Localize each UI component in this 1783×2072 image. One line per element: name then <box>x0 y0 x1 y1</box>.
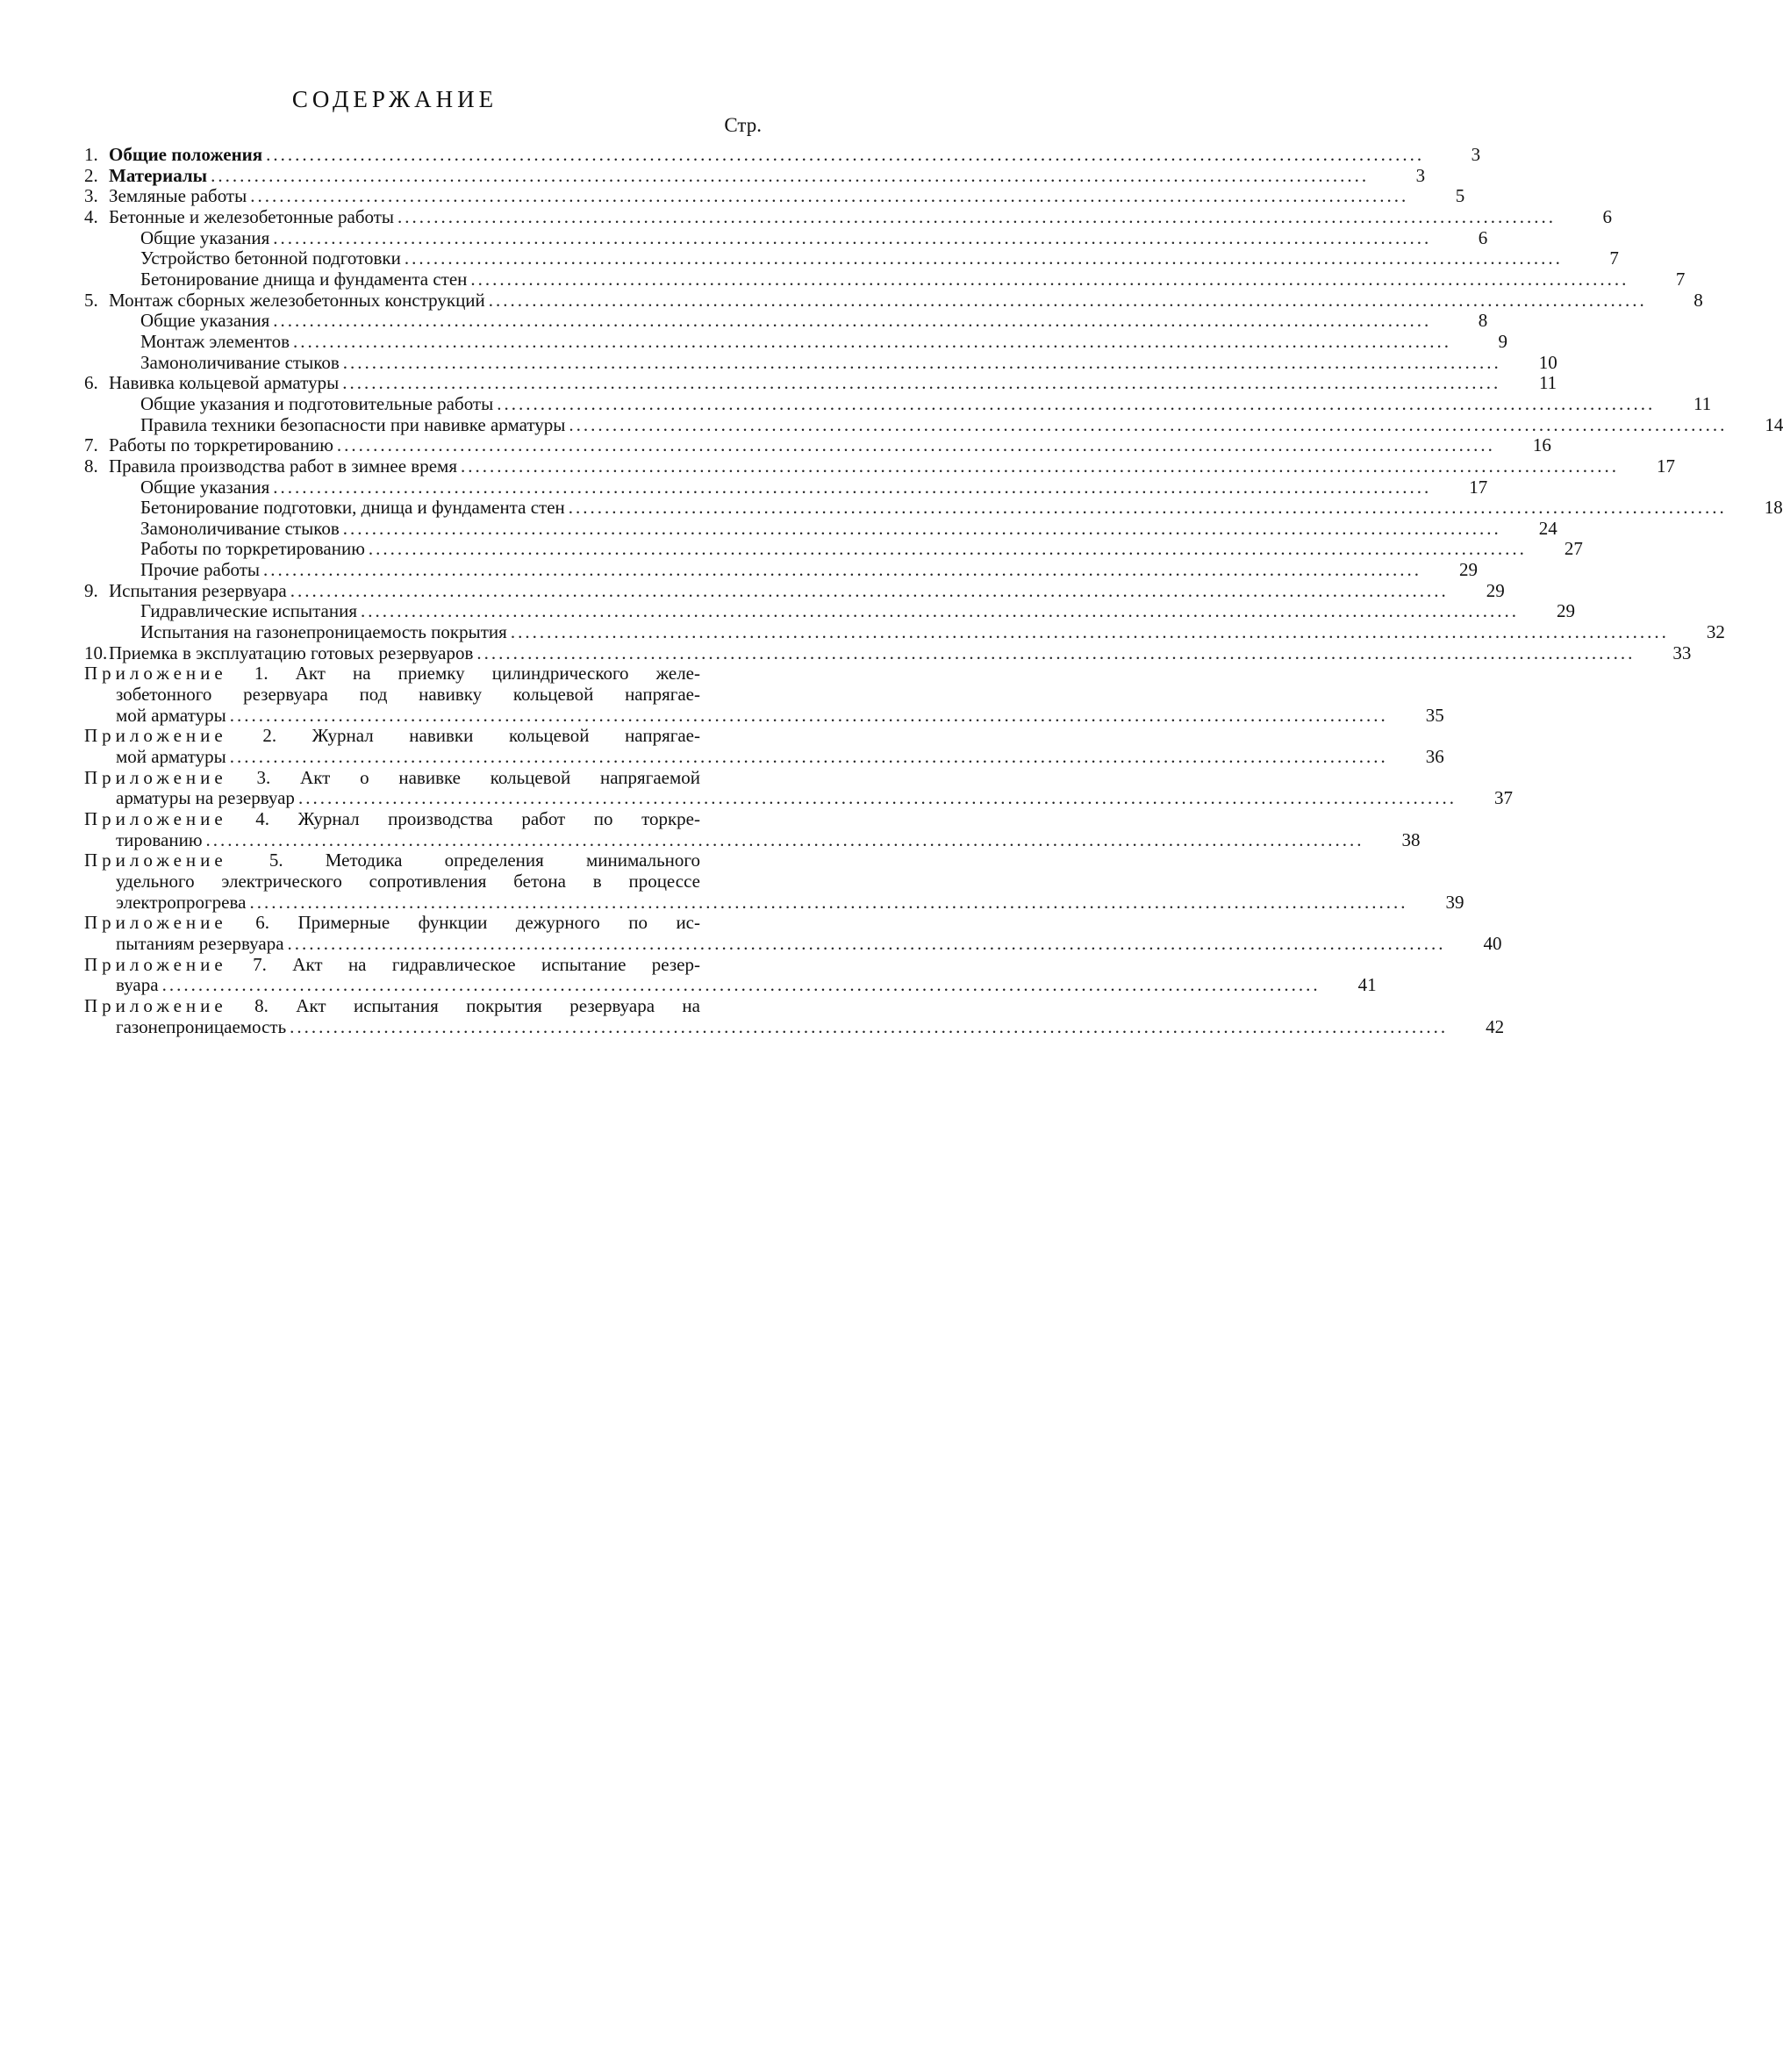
leader-dots: ................................................................................................................................................................ <box>342 351 1501 373</box>
toc-entry-title: Навивка кольцевой арматуры <box>109 372 340 394</box>
toc-entry[interactable] <box>84 579 1505 602</box>
toc-entry-number: 4. <box>84 205 98 227</box>
toc-subentry[interactable] <box>84 226 1488 249</box>
appendix-label: Приложение <box>84 663 227 685</box>
toc-entry[interactable] <box>84 164 1426 187</box>
toc-entry-number: 6. <box>84 372 98 394</box>
toc-entry-page: 11 <box>1538 372 1557 394</box>
appendix-title-line: арматуры на резервуар <box>116 787 295 809</box>
toc-entry-number: 2. <box>84 164 98 186</box>
leader-dots: ................................................................................................................................................................ <box>488 289 1647 311</box>
toc-entry-page: 17 <box>1469 476 1488 498</box>
appendix-label: Приложение <box>84 850 227 871</box>
toc-entry-number: 8. <box>84 455 98 477</box>
toc-subentry[interactable] <box>84 310 1488 332</box>
toc-entry-title: Общие указания <box>140 310 270 332</box>
appendix-title-line: 1. Акт на приемку цилиндрического желе- <box>254 663 700 685</box>
appendix-title-line: газонепроницаемость <box>116 1015 287 1037</box>
leader-dots: ................................................................................................................................................................ <box>229 746 1388 768</box>
leader-dots: ................................................................................................................................................................ <box>266 144 1425 165</box>
toc-entry-title: Устройство бетонной подготовки <box>140 247 401 269</box>
leader-dots: ................................................................................................................................................................ <box>250 185 1409 207</box>
appendix-entry[interactable] <box>84 663 1444 726</box>
toc-entry-page: 16 <box>1532 434 1551 456</box>
table-of-contents <box>84 144 1783 1037</box>
leader-dots: ................................................................................................................................................................ <box>229 704 1388 726</box>
appendix-title-line: тированию <box>116 828 203 850</box>
toc-entry-title: Общие указания <box>140 226 270 248</box>
appendix-page: 39 <box>1445 891 1464 913</box>
toc-entry-title: Правила производства работ в зимнее время <box>109 455 457 477</box>
toc-entry[interactable] <box>84 455 1675 477</box>
appendix-title-line: пытаниям резервуара <box>116 932 284 954</box>
toc-entry-page: 7 <box>1675 268 1686 290</box>
toc-entry-title: Гидравлические испытания <box>140 600 357 622</box>
appendix-title-line: вуара <box>116 974 159 996</box>
appendix-title-line: 3. Акт о навивке кольцевой напрягаемой <box>256 766 700 788</box>
appendix-label: Приложение <box>84 994 227 1016</box>
toc-entry-page: 3 <box>1415 164 1426 186</box>
leader-dots: ................................................................................................................................................................ <box>569 413 1728 435</box>
leader-dots: ................................................................................................................................................................ <box>368 538 1527 560</box>
toc-subentry[interactable] <box>84 497 1783 519</box>
leader-dots: ................................................................................................................................................................ <box>293 330 1451 352</box>
page-column-label: Стр. <box>724 114 762 136</box>
leader-dots: ................................................................................................................................................................ <box>249 891 1408 913</box>
toc-entry[interactable] <box>84 205 1613 228</box>
toc-entry-page: 27 <box>1564 538 1583 560</box>
toc-entry-page: 29 <box>1459 559 1479 581</box>
toc-subentry[interactable] <box>84 517 1557 540</box>
toc-entry-title: Земляные работы <box>109 185 247 207</box>
appendix-page: 41 <box>1357 974 1377 996</box>
toc-entry[interactable] <box>84 144 1481 166</box>
page-title: СОДЕРЖАНИЕ <box>291 86 498 112</box>
leader-dots: ................................................................................................................................................................ <box>273 310 1432 332</box>
leader-dots: ................................................................................................................................................................ <box>290 579 1449 601</box>
appendix-title-line: 7. Акт на гидравлическое испытание резер- <box>253 953 700 975</box>
leader-dots: ................................................................................................................................................................ <box>263 559 1422 581</box>
toc-entry-page: 24 <box>1538 517 1557 539</box>
toc-entry-title: Общие указания <box>140 476 270 498</box>
appendix-title-line: мой арматуры <box>116 704 226 726</box>
leader-dots: ................................................................................................................................................................ <box>404 247 1563 269</box>
leader-dots: ................................................................................................................................................................ <box>510 621 1669 643</box>
leader-dots: ................................................................................................................................................................ <box>470 268 1629 290</box>
appendix-page: 36 <box>1425 746 1444 768</box>
toc-appendices <box>84 663 1513 1037</box>
leader-dots: ................................................................................................................................................................ <box>336 434 1495 456</box>
toc-subentry[interactable] <box>84 621 1725 643</box>
toc-entry-page: 8 <box>1693 289 1703 311</box>
toc-entry-title: Работы по торкретированию <box>109 434 333 456</box>
toc-entry[interactable] <box>84 185 1465 207</box>
appendix-title-line: 8. Акт испытания покрытия резервуара на <box>254 994 700 1016</box>
toc-entry-page: 32 <box>1706 621 1725 643</box>
appendix-entry[interactable] <box>84 725 1444 768</box>
leader-dots: ................................................................................................................................................................ <box>476 642 1636 663</box>
appendix-entry[interactable] <box>84 850 1464 913</box>
leader-dots: ................................................................................................................................................................ <box>342 517 1501 539</box>
toc-sections <box>84 144 1783 663</box>
toc-subentry[interactable] <box>84 600 1575 622</box>
toc-entry-page: 6 <box>1478 226 1488 248</box>
toc-entry-page: 33 <box>1672 642 1692 663</box>
toc-subentry[interactable] <box>84 413 1783 436</box>
toc-subentry[interactable] <box>84 476 1488 498</box>
appendix-title-line: удельного электрического сопротивления бетона в процессе <box>116 870 700 892</box>
toc-entry[interactable] <box>84 642 1692 664</box>
toc-entry-page: 14 <box>1765 413 1783 435</box>
toc-entry[interactable] <box>84 372 1557 394</box>
appendix-label: Приложение <box>84 766 227 788</box>
toc-entry-number: 5. <box>84 289 98 311</box>
toc-subentry[interactable] <box>84 351 1557 374</box>
toc-entry-page: 8 <box>1478 310 1488 332</box>
appendix-title-line: 2. Журнал навивки кольцевой напрягае- <box>262 725 700 747</box>
toc-entry-page: 29 <box>1486 579 1505 601</box>
toc-subentry[interactable] <box>84 392 1712 415</box>
leader-dots: ................................................................................................................................................................ <box>273 226 1432 248</box>
leader-dots: ................................................................................................................................................................ <box>205 828 1364 850</box>
toc-entry-title: Испытания резервуара <box>109 579 287 601</box>
toc-entry-title: Прочие работы <box>140 559 261 581</box>
toc-entry-number: 1. <box>84 144 98 165</box>
appendix-title-line: 6. Примерные функции дежурного по ис- <box>255 912 700 934</box>
toc-entry-title: Правила техники безопасности при навивке арматуры <box>140 413 566 435</box>
appendix-page: 37 <box>1493 787 1513 809</box>
appendix-entry[interactable] <box>84 912 1502 954</box>
toc-entry-title: Общие указания и подготовительные работы <box>140 392 494 414</box>
appendix-title-line: зобетонного резервуара под навивку кольцевой напрягае- <box>116 684 700 706</box>
toc-entry-page: 10 <box>1538 351 1557 373</box>
toc-entry-page: 11 <box>1693 392 1712 414</box>
leader-dots: ................................................................................................................................................................ <box>290 1015 1449 1037</box>
leader-dots: ................................................................................................................................................................ <box>297 787 1457 809</box>
appendix-label: Приложение <box>84 725 227 747</box>
appendix-entry[interactable] <box>84 808 1421 850</box>
toc-subentry[interactable] <box>84 268 1686 290</box>
toc-entry-title: Монтаж сборных железобетонных конструкций <box>109 289 485 311</box>
toc-entry[interactable] <box>84 289 1703 312</box>
leader-dots: ................................................................................................................................................................ <box>568 497 1727 519</box>
appendix-title-line: мой арматуры <box>116 746 226 768</box>
toc-entry-page: 9 <box>1498 330 1507 352</box>
toc-subentry[interactable] <box>84 330 1507 353</box>
toc-entry[interactable] <box>84 434 1551 456</box>
toc-subentry[interactable] <box>84 559 1479 581</box>
leader-dots: ................................................................................................................................................................ <box>360 600 1519 622</box>
toc-entry-number: 10. <box>84 642 108 663</box>
appendix-page: 35 <box>1425 704 1444 726</box>
leader-dots: ................................................................................................................................................................ <box>161 974 1321 996</box>
appendix-entry[interactable] <box>84 953 1377 996</box>
appendix-title-line: 5. Методика определения минимального <box>269 850 700 871</box>
appendix-entry[interactable] <box>84 994 1505 1037</box>
leader-dots: ................................................................................................................................................................ <box>460 455 1619 477</box>
toc-entry-title: Бетонные и железобетонные работы <box>109 205 395 227</box>
toc-entry-title: Бетонирование подготовки, днища и фундамента стен <box>140 497 565 519</box>
toc-entry-page: 7 <box>1609 247 1619 269</box>
toc-entry-title: Материалы <box>109 164 208 186</box>
appendix-label: Приложение <box>84 912 227 934</box>
toc-entry-number: 9. <box>84 579 98 601</box>
leader-dots: ................................................................................................................................................................ <box>342 372 1501 394</box>
toc-entry-title: Общие положения <box>109 144 263 165</box>
toc-entry-page: 5 <box>1455 185 1465 207</box>
leader-dots: ................................................................................................................................................................ <box>497 392 1656 414</box>
toc-entry-title: Бетонирование днища и фундамента стен <box>140 268 468 290</box>
toc-entry-title: Замоноличивание стыков <box>140 351 340 373</box>
leader-dots: ................................................................................................................................................................ <box>287 932 1446 954</box>
toc-entry-title: Приемка в эксплуатацию готовых резервуаров <box>109 642 474 663</box>
appendix-title-line: 4. Журнал производства работ по торкре- <box>255 808 700 829</box>
appendix-entry[interactable] <box>84 766 1513 809</box>
leader-dots: ................................................................................................................................................................ <box>211 164 1370 186</box>
toc-entry-title: Монтаж элементов <box>140 330 290 352</box>
toc-entry-title: Замоноличивание стыков <box>140 517 340 539</box>
toc-entry-page: 17 <box>1656 455 1675 477</box>
toc-entry-page: 3 <box>1471 144 1481 165</box>
toc-entry-number: 3. <box>84 185 98 207</box>
appendix-title-line: электропрогрева <box>116 891 247 913</box>
appendix-label: Приложение <box>84 953 227 975</box>
appendix-page: 42 <box>1486 1015 1505 1037</box>
appendix-label: Приложение <box>84 808 227 829</box>
leader-dots: ................................................................................................................................................................ <box>273 476 1432 498</box>
toc-entry-number: 7. <box>84 434 98 456</box>
leader-dots: ................................................................................................................................................................ <box>397 205 1557 227</box>
toc-subentry[interactable] <box>84 538 1583 560</box>
toc-entry-page: 29 <box>1556 600 1575 622</box>
toc-entry-title: Работы по торкретированию <box>140 538 365 560</box>
toc-subentry[interactable] <box>84 247 1619 269</box>
appendix-page: 40 <box>1483 932 1502 954</box>
toc-entry-page: 6 <box>1602 205 1613 227</box>
toc-entry-title: Испытания на газонепроницаемость покрытия <box>140 621 507 643</box>
appendix-page: 38 <box>1401 828 1421 850</box>
toc-entry-page: 18 <box>1764 497 1783 519</box>
